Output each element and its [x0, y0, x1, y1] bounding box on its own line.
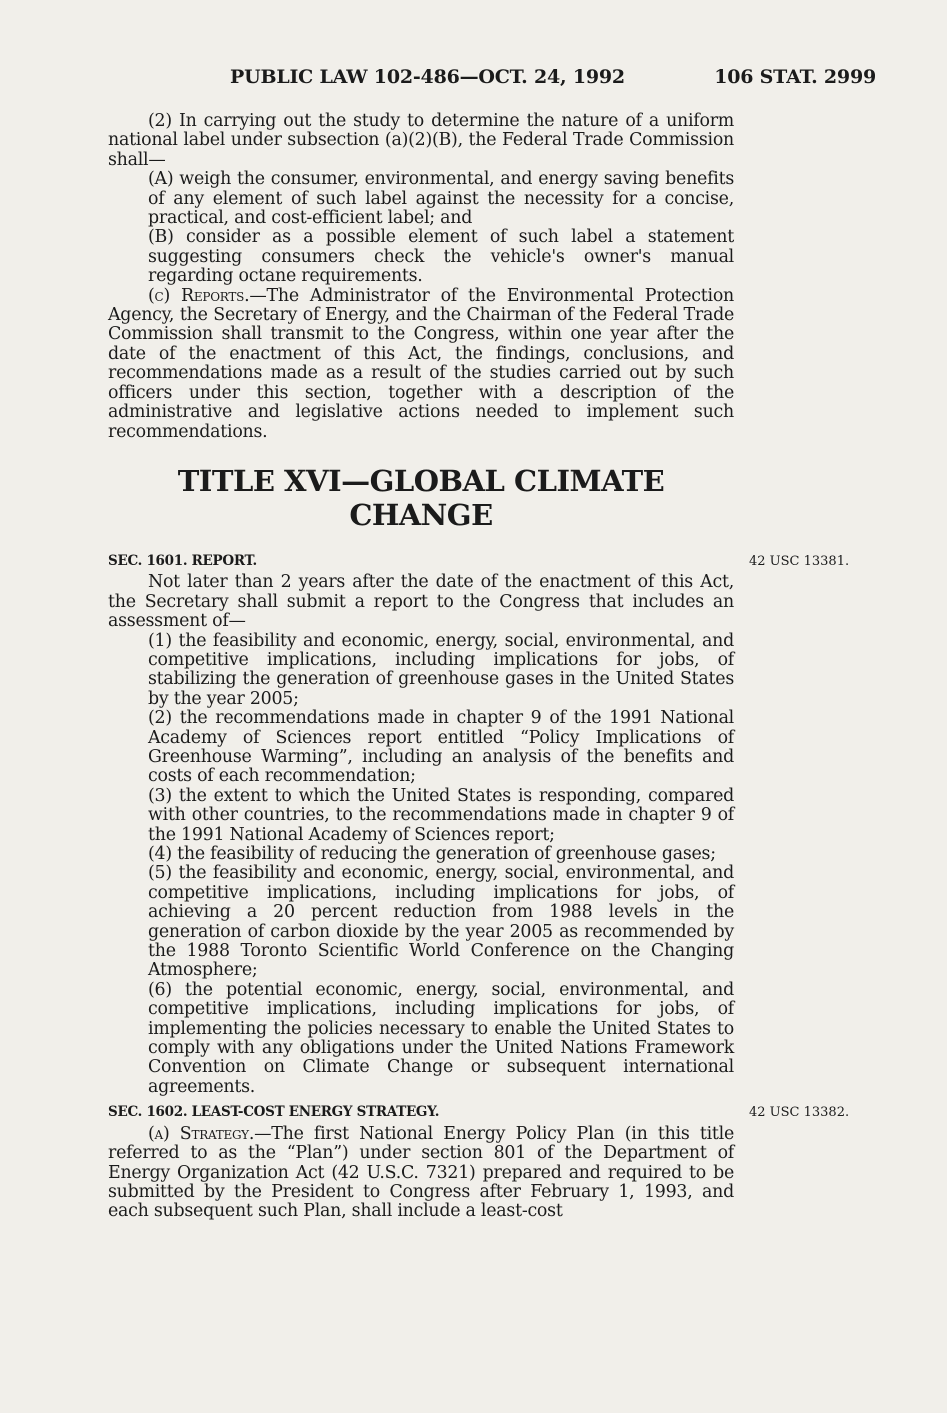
- section-1601-item-4: (4) the feasibility of reducing the generation of greenhouse gases;: [148, 844, 716, 864]
- section-1601-item-3: (3) the extent to which the United States is responding, compared with other countries, to the recommendations made in chapter 9 of the 1991 National Academy of Sciences report;: [148, 785, 734, 845]
- paragraph-c-reports: [108, 287, 734, 442]
- strategy-subheading: (a) Strategy.: [148, 1123, 255, 1144]
- section-1602-label: SEC. 1602. LEAST-COST ENERGY STRATEGY.: [108, 1104, 440, 1121]
- header-law-citation: PUBLIC LAW 102-486—OCT. 24, 1992: [230, 66, 625, 88]
- header-stat-page: 106 STAT. 2999: [714, 66, 876, 88]
- section-1601-label: SEC. 1601. REPORT.: [108, 552, 257, 569]
- section-1602-margin-note: 42 USC 13382.: [749, 1105, 850, 1121]
- strategy-text: —The first National Energy Policy Plan (in this title referred to as the “Plan”) under section 801 of the Department of Energy Organization Act (42 U.S.C. 7321) prepared and required to be submitted by the President to Congress after February 1, 1993, and each subsequent such Plan, shall include a least-cost: [108, 1123, 734, 1222]
- section-1601-item-5: (5) the feasibility and economic, energy, social, environmental, and competitive implications, including implications for jobs, of achieving a 20 percent reduction from 1988 levels in the generation of carbon dioxide by the year 2005 as recommended by the 1988 Toronto Scientific World Conference on the Changing Atmosphere;: [148, 863, 734, 981]
- section-1602-heading: [108, 1103, 850, 1122]
- section-1601-item-6: (6) the potential economic, energy, social, environmental, and competitive implications, including implications for jobs, of implementing the policies necessary to enable the United States to comply with any obligations under the United Nations Framework Convention on Climate Change or subsequent international agreements.: [148, 979, 734, 1097]
- section-1601-heading: [108, 552, 850, 571]
- body-column: [108, 111, 850, 1222]
- reports-subheading: (c) Reports.: [148, 285, 250, 306]
- page-header: [230, 66, 876, 94]
- section-1601-item-2: (2) the recommendations made in chapter 9 of the 1991 National Academy of Sciences report entitled “Policy Implications of Greenhouse Warming”, including an analysis of the benefits and costs of each recommendation;: [148, 708, 734, 787]
- paragraph-2: (2) In carrying out the study to determine the nature of a uniform national label under subsection (a)(2)(B), the Federal Trade Commission shall—: [108, 111, 734, 170]
- paragraph-2-a: (A) weigh the consumer, environmental, and energy saving benefits of any element of such label against the necessity for a concise, practical, and cost-efficient label; and: [148, 169, 734, 229]
- section-1602-paragraph-a: [108, 1125, 734, 1222]
- paragraph-2-b: (B) consider as a possible element of such label a statement suggesting consumers check the vehicle's owner's manual regarding octane requirements.: [148, 227, 734, 287]
- section-1601-intro: Not later than 2 years after the date of the enactment of this Act, the Secretary shall submit a report to the Congress that includes an assessment of—: [108, 572, 734, 632]
- section-1601-margin-note: 42 USC 13381.: [749, 553, 850, 569]
- reports-text: —The Administrator of the Environmental Protection Agency, the Secretary of Energy, and the Chairman of the Federal Trade Commission shall transmit to the Congress, within one year after the date of the enactment of this Act, the findings, conclusions, and recommendations made as a result of the studies carried out by such officers under this section, together with a description of the administrative and legislative actions needed to implement such recommendations.: [108, 285, 734, 442]
- title-heading: TITLE XVI—GLOBAL CLIMATE CHANGE: [177, 463, 665, 532]
- section-1601-item-1: (1) the feasibility and economic, energy, social, environmental, and competitive implications, including implications for jobs, of stabilizing the generation of greenhouse gases in the United States by the year 2005;: [148, 630, 734, 709]
